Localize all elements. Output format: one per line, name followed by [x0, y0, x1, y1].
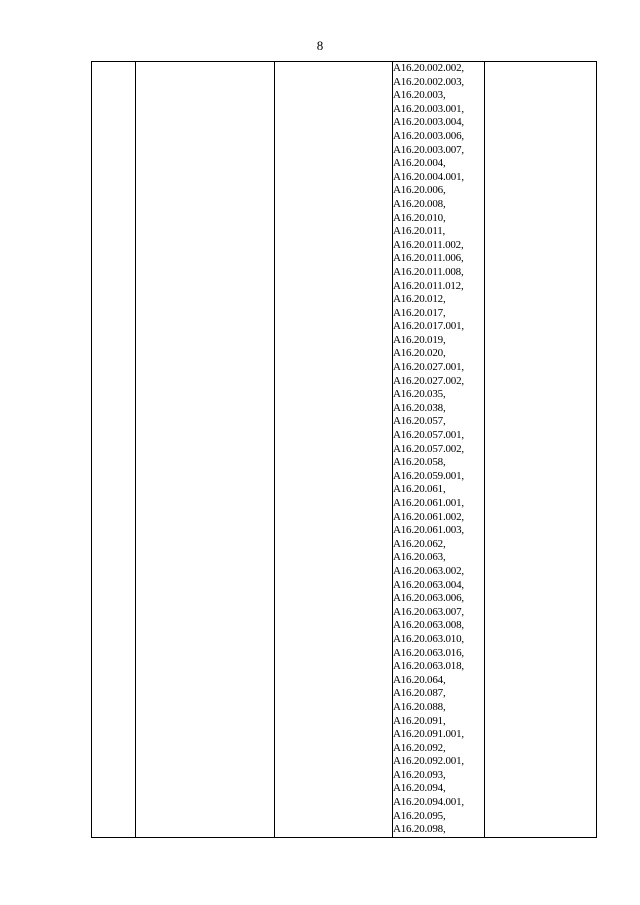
service-code: A16.20.004.001, — [393, 170, 464, 183]
service-code: A16.20.011.006, — [393, 252, 464, 265]
service-code: A16.20.011.002, — [393, 238, 464, 251]
service-code: A16.20.035, — [393, 388, 446, 401]
service-code: A16.20.057.001, — [393, 429, 464, 442]
service-code: A16.20.003.007, — [393, 143, 464, 156]
service-code: A16.20.010, — [393, 211, 446, 224]
service-code: A16.20.011.012, — [393, 279, 464, 292]
table-cell-service-codes — [393, 62, 485, 838]
table-cell-notes — [485, 62, 597, 838]
table-cell-description — [275, 62, 393, 838]
service-code: A16.20.063.018, — [393, 660, 464, 673]
service-code: A16.20.092, — [393, 741, 446, 754]
service-code: A16.20.098, — [393, 823, 446, 836]
service-code: A16.20.094, — [393, 782, 446, 795]
service-code: A16.20.063, — [393, 551, 446, 564]
service-code: A16.20.002.003, — [393, 75, 464, 88]
service-code: A16.20.091, — [393, 714, 446, 727]
service-code: A16.20.087, — [393, 687, 446, 700]
service-code: A16.20.095, — [393, 809, 446, 822]
service-code: A16.20.063.004, — [393, 578, 464, 591]
service-code: A16.20.063.016, — [393, 646, 464, 659]
service-code: A16.20.006, — [393, 184, 446, 197]
table-cell-number — [92, 62, 136, 838]
service-code: A16.20.094.001, — [393, 796, 464, 809]
service-code: A16.20.063.008, — [393, 619, 464, 632]
service-code: A16.20.061.003, — [393, 524, 464, 537]
service-code: A16.20.092.001, — [393, 755, 464, 768]
service-code: A16.20.093, — [393, 768, 446, 781]
service-code: A16.20.027.002, — [393, 374, 464, 387]
page-number: 8 — [316, 38, 324, 53]
service-code: A16.20.008, — [393, 197, 446, 210]
service-code: A16.20.003.004, — [393, 116, 464, 129]
service-code: A16.20.027.001, — [393, 361, 464, 374]
service-code: A16.20.012, — [393, 293, 446, 306]
service-code: A16.20.063.006, — [393, 592, 464, 605]
document-table — [91, 61, 597, 838]
table-cell-name — [136, 62, 275, 838]
service-code: A16.20.038, — [393, 401, 446, 414]
service-code: A16.20.063.007, — [393, 605, 464, 618]
service-code: A16.20.063.010, — [393, 632, 464, 645]
service-code: A16.20.017.001, — [393, 320, 464, 333]
service-code: A16.20.057.002, — [393, 442, 464, 455]
service-code: A16.20.003.001, — [393, 102, 464, 115]
service-code: A16.20.064, — [393, 673, 446, 686]
service-code: A16.20.061.001, — [393, 497, 464, 509]
service-code: A16.20.011, — [393, 225, 446, 238]
service-code: A16.20.062, — [393, 537, 446, 550]
service-code: A16.20.004, — [393, 157, 446, 170]
service-code: A16.20.091.001, — [393, 728, 464, 741]
service-code: A16.20.063.002, — [393, 564, 464, 577]
service-code: A16.20.061, — [393, 483, 446, 496]
service-code: A16.20.020, — [393, 347, 446, 360]
service-code: A16.20.003.006, — [393, 129, 464, 142]
service-code: A16.20.017, — [393, 306, 446, 319]
service-code: A16.20.058, — [393, 456, 446, 469]
service-code: A16.20.057, — [393, 415, 446, 428]
service-code: A16.20.061.002, — [393, 510, 464, 523]
service-code: A16.20.002.002, — [393, 62, 464, 74]
service-code-list — [393, 62, 484, 837]
service-code: A16.20.059.001, — [393, 469, 464, 482]
service-code: A16.20.003, — [393, 89, 446, 102]
service-code: A16.20.088, — [393, 700, 446, 713]
table-row — [92, 62, 597, 838]
service-code: A16.20.011.008, — [393, 265, 464, 278]
service-code: A16.20.019, — [393, 333, 446, 346]
